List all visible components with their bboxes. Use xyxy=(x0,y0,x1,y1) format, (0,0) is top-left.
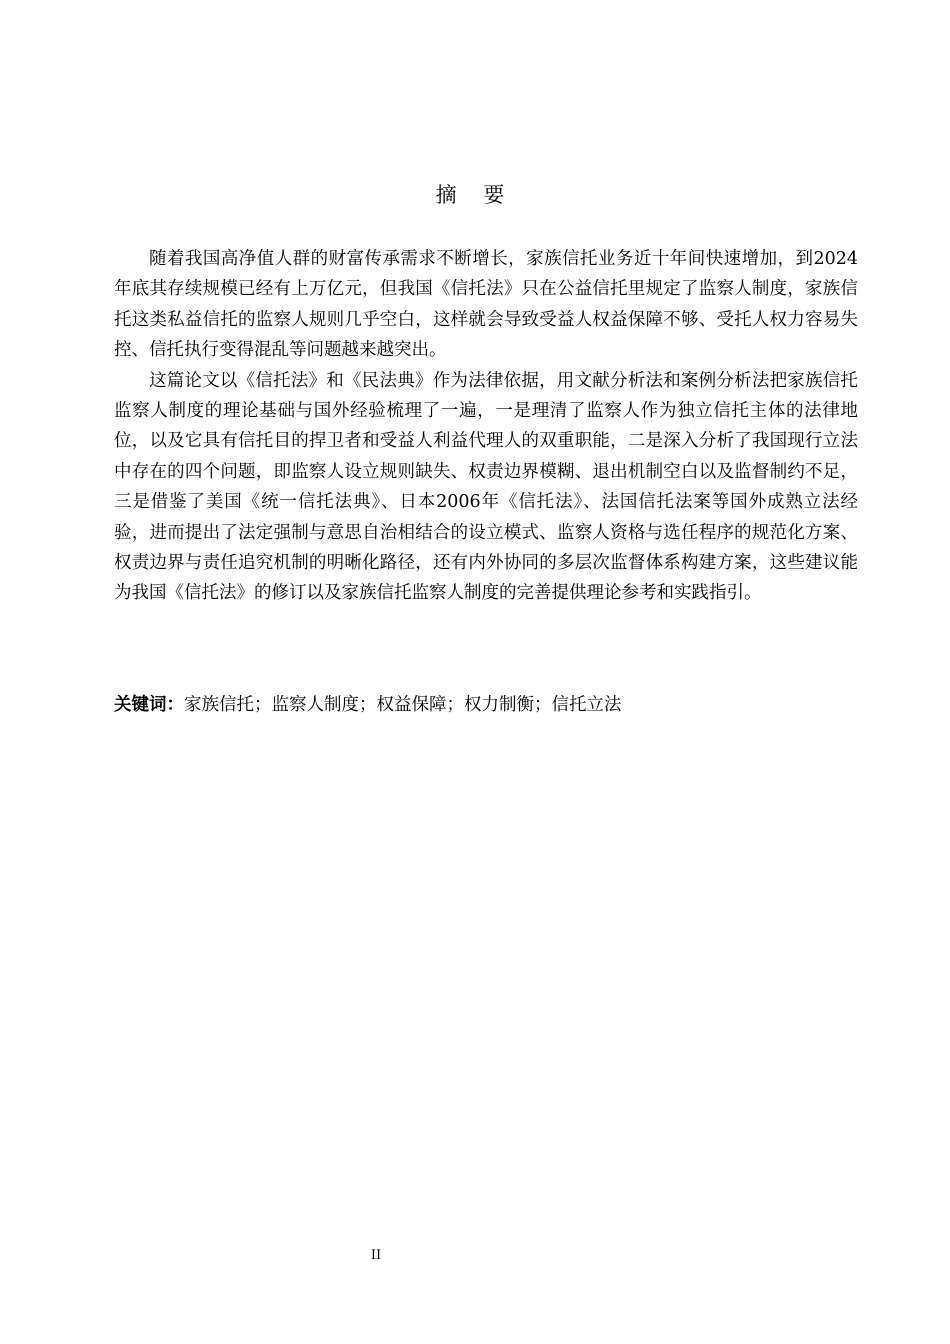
abstract-body xyxy=(114,244,858,609)
abstract-paragraph-2: 这篇论文以《信托法》和《民法典》作为法律依据，用文献分析法和案例分析法把家族信托监察人制度的理论基础与国外经验梳理了一遍，一是理清了监察人作为独立信托主体的法律地位，以及它具有信托目的捍卫者和受益人利益代理人的双重职能，二是深入分析了我国现行立法中存在的四个问题，即监察人设立规则缺失、权责边界模糊、退出机制空白以及监督制约不足，三是借鉴了美国《统一信托法典》、日本2006年《信托法》、法国信托法案等国外成熟立法经验，进而提出了法定强制与意思自治相结合的设立模式、监察人资格与选任程序的规范化方案、权责边界与责任追究机制的明晰化路径，还有内外协同的多层次监督体系构建方案，这些建议能为我国《信托法》的修订以及家族信托监察人制度的完善提供理论参考和实践指引。 xyxy=(114,370,858,604)
keywords-list: 家族信托；监察人制度；权益保障；权力制衡；信托立法 xyxy=(184,695,622,715)
keywords-line xyxy=(114,692,858,718)
abstract-paragraph-1: 随着我国高净值人群的财富传承需求不断增长，家族信托业务近十年间快速增加，到2024年底其存续规模已经有上万亿元，但我国《信托法》只在公益信托里规定了监察人制度，家族信托这类私益信托的监察人规则几乎空白，这样就会导致受益人权益保障不够、受托人权力容易失控、信托执行变得混乱等问题越来越突出。 xyxy=(114,249,858,361)
abstract-title: 摘 要 xyxy=(435,183,515,207)
page-number: II xyxy=(370,1248,382,1263)
keywords-label: 关键词： xyxy=(114,695,184,715)
